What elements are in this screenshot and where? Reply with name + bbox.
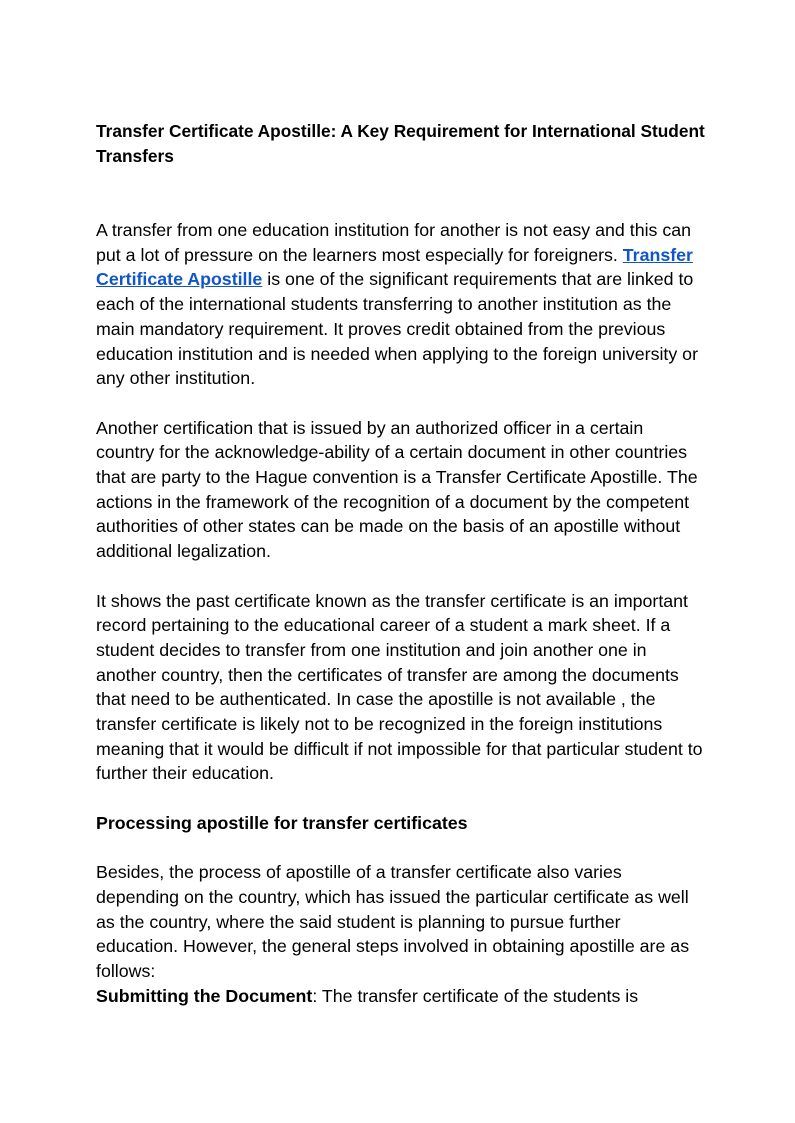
paragraph-intro-rest: is one of the significant requirements that are linked to each of the international students transferring to another institution as the main mandatory requirement. It proves credit obtained from the previous education institution and is needed when applying to the foreign university or any other institution. <box>96 269 698 389</box>
step-text: : The transfer certificate of the students is <box>312 985 639 1006</box>
spacer <box>96 786 706 811</box>
paragraph-hague-convention: Another certification that is issued by an authorized officer in a certain country for the acknowledge-ability of a certain document in other countries that are party to the Hague convention is a Transfer Certificate Apostille. The actions in the framework of the recognition of a document by the competent authorities of other states can be made on the basis of an apostille without additional legalization. <box>96 417 698 562</box>
transfer-certificate-apostille-link[interactable]: Transfer Certificate Apostille <box>96 244 693 290</box>
spacer <box>96 836 706 861</box>
spacer <box>96 391 706 416</box>
spacer <box>96 564 706 589</box>
document-page <box>96 119 706 1008</box>
step-submitting-document <box>96 984 706 1009</box>
paragraph-intro <box>96 218 706 391</box>
step-label: Submitting the Document <box>96 985 313 1006</box>
paragraph-process-varies: Besides, the process of apostille of a transfer certificate also varies depending on the country, which has issued the particular certificate as well as the country, where the said student is planning to pursue further education. However, the general steps involved in obtaining apostille are as follows: <box>96 862 690 982</box>
document-title: Transfer Certificate Apostille: A Key Requirement for International Student Transfers <box>96 121 705 166</box>
paragraph-transfer-record: It shows the past certificate known as the transfer certificate is an important record pertaining to the educational career of a student a mark sheet. If a student decides to transfer from one institution and join another one in another country, then the certificates of transfer are among the documents that need to be authenticated. In case the apostille is not available , the transfer certificate is likely not to be recognized in the foreign institutions meaning that it would be difficult if not impossible for that particular student to further their education. <box>96 590 703 784</box>
spacer <box>96 169 706 218</box>
paragraph-intro-lead: A transfer from one education institution for another is not easy and this can put a lot of pressure on the learners most especially for foreigners. <box>96 220 692 265</box>
section-heading-processing: Processing apostille for transfer certificates <box>96 812 468 833</box>
